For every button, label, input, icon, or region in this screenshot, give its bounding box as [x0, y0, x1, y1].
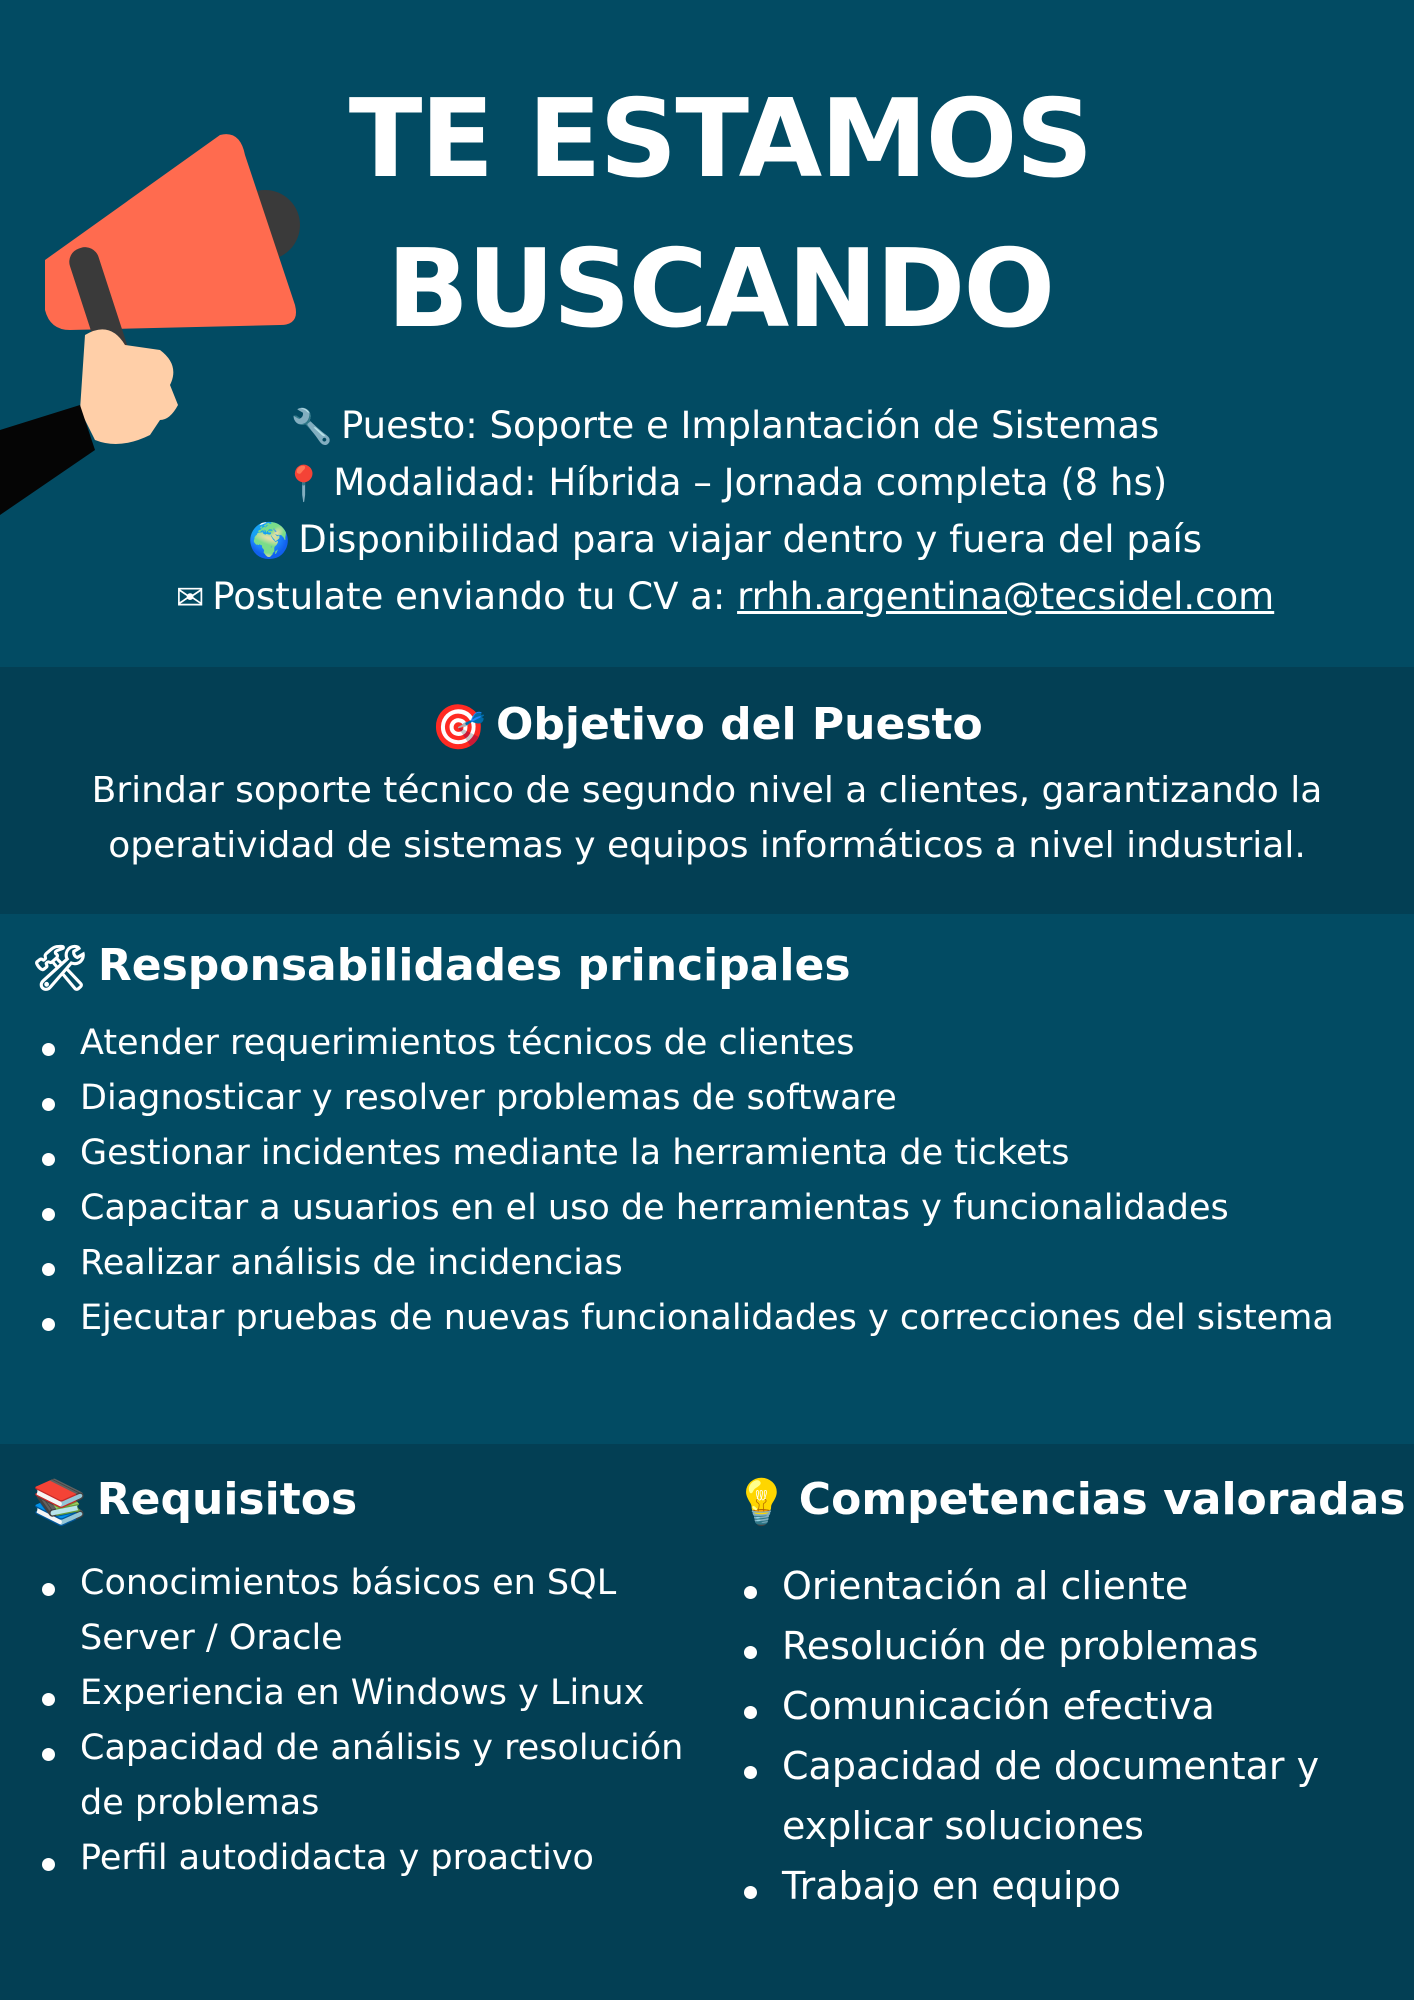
job-info — [100, 398, 1350, 626]
competencies-title — [734, 1474, 1404, 1528]
list-item: Experiencia en Windows y Linux — [32, 1666, 712, 1721]
info-position — [100, 398, 1350, 455]
list-item: Diagnosticar y resolver problemas de software — [32, 1071, 1362, 1126]
wrench-icon: 🔧 — [290, 407, 333, 447]
info-position-text: Puesto: Soporte e Implantación de Sistemas — [340, 404, 1160, 447]
requirements-title-text: Requisitos — [96, 1474, 358, 1525]
list-item: Perfil autodidacta y proactivo — [32, 1831, 712, 1886]
objective-title-text: Objetivo del Puesto — [496, 699, 983, 750]
list-item: Trabajo en equipo — [734, 1856, 1404, 1916]
responsibilities-title-text: Responsabilidades principales — [97, 940, 851, 991]
list-item: Capacitar a usuarios en el uso de herramientas y funcionalidades — [32, 1181, 1362, 1236]
requirements-column — [32, 1474, 712, 1886]
objective-title — [0, 699, 1414, 753]
apply-label: Postulate enviando tu CV a: — [212, 575, 726, 618]
title-line-2: BUSCANDO — [386, 227, 1054, 352]
list-item: Orientación al cliente — [734, 1556, 1404, 1616]
page-title — [290, 65, 1150, 365]
list-item: Conocimientos básicos en SQL Server / Oracle — [32, 1556, 712, 1666]
hammer-wrench-icon: 🛠 — [32, 943, 88, 994]
objective-section — [0, 667, 1414, 914]
header-section — [0, 0, 1414, 667]
globe-icon: 🌍 — [247, 521, 291, 561]
objective-text: Brindar soporte técnico de segundo nivel a clientes, garantizando la operatividad de sistemas y equipos informáticos a nivel industrial. — [91, 770, 1323, 866]
competencies-column — [734, 1474, 1404, 1916]
list-item: Resolución de problemas — [734, 1616, 1404, 1676]
apply-email-link[interactable]: rrhh.argentina@tecsidel.com — [737, 575, 1275, 618]
list-item: Capacidad de documentar y explicar soluciones — [734, 1736, 1404, 1856]
competencies-title-text: Competencias valoradas — [798, 1474, 1406, 1525]
competencies-list — [734, 1556, 1404, 1916]
title-line-1: TE ESTAMOS — [348, 77, 1092, 202]
responsibilities-title — [32, 940, 851, 994]
lightbulb-icon: 💡 — [734, 1477, 789, 1528]
list-item: Comunicación efectiva — [734, 1676, 1404, 1736]
responsibilities-section — [0, 914, 1414, 1444]
info-modality-text: Modalidad: Híbrida – Jornada completa (8 hs) — [333, 461, 1168, 504]
target-icon: 🎯 — [431, 702, 486, 753]
requirements-list — [32, 1556, 712, 1886]
list-item: Realizar análisis de incidencias — [32, 1236, 1362, 1291]
list-item: Gestionar incidentes mediante la herramienta de tickets — [32, 1126, 1362, 1181]
requirements-title — [32, 1474, 712, 1528]
list-item: Atender requerimientos técnicos de clientes — [32, 1016, 1362, 1071]
list-item: Capacidad de análisis y resolución de problemas — [32, 1721, 712, 1831]
info-travel — [100, 512, 1350, 569]
pin-icon: 📍 — [282, 464, 326, 504]
list-item: Ejecutar pruebas de nuevas funcionalidades y correcciones del sistema — [32, 1291, 1362, 1346]
bottom-section — [0, 1444, 1414, 2000]
info-modality — [100, 455, 1350, 512]
info-apply — [100, 569, 1350, 626]
books-icon: 📚 — [32, 1477, 87, 1528]
envelope-icon: ✉ — [175, 578, 205, 618]
info-travel-text: Disponibilidad para viajar dentro y fuera del país — [298, 518, 1203, 561]
responsibilities-list — [32, 1016, 1362, 1346]
